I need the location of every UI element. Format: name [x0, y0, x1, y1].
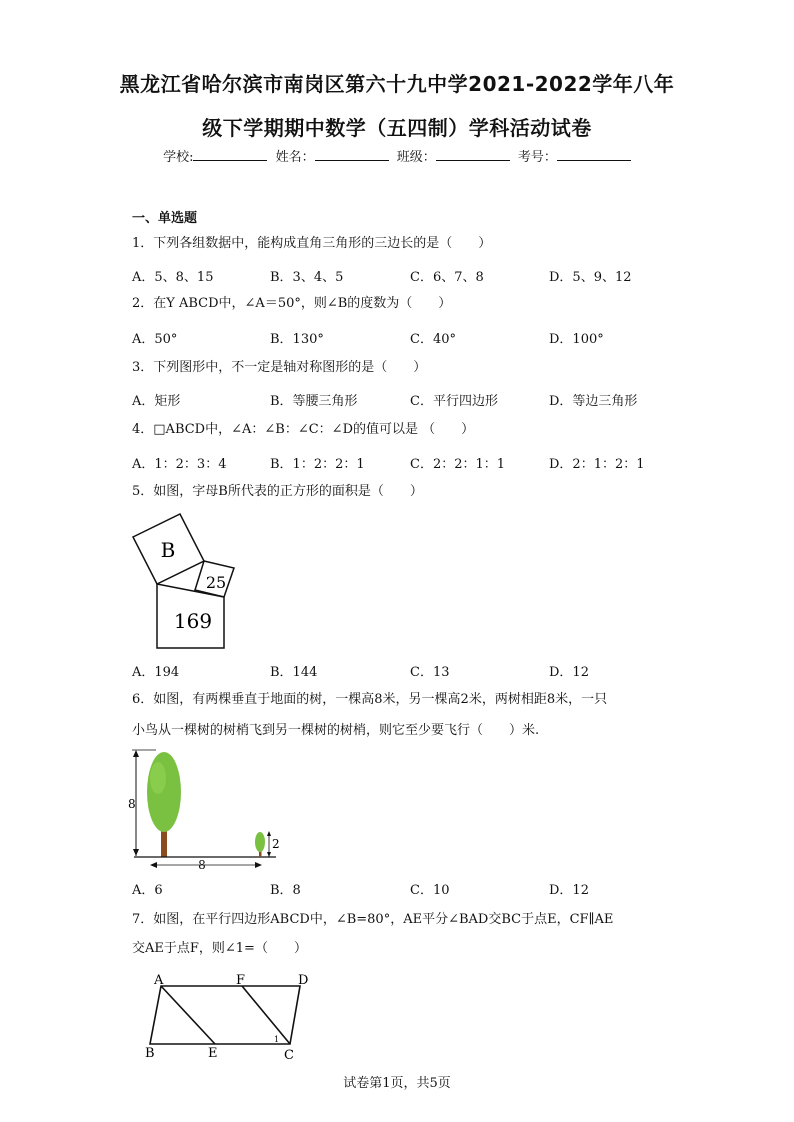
- q5-option-c: C．13: [410, 665, 450, 680]
- question-7-figure-parallelogram: [140, 970, 320, 1062]
- height-8-label: 8: [128, 797, 136, 811]
- q4-option-d: D．2：1：2：1: [549, 457, 645, 472]
- q2-option-b: B．130°: [270, 332, 324, 347]
- q3-option-d: D．等边三角形: [549, 394, 638, 409]
- point-b-label: B: [145, 1046, 155, 1061]
- page-footer: 试卷第1页，共5页: [343, 1076, 451, 1091]
- q3-option-b: B．等腰三角形: [270, 394, 358, 409]
- q1-option-b: B．3、4、5: [270, 270, 344, 285]
- q5-option-a: A．194: [132, 665, 180, 680]
- q2-option-a: A．50°: [132, 332, 178, 347]
- name-blank: [315, 148, 389, 161]
- exam-number-blank: [557, 148, 631, 161]
- height-2-label: 2: [272, 837, 280, 851]
- section-title: 一、单选题: [132, 211, 198, 226]
- q1-option-c: C．6、7、8: [410, 270, 484, 285]
- label-b: B: [160, 538, 176, 562]
- point-a-label: A: [154, 973, 164, 988]
- segment-cf: [242, 986, 290, 1044]
- angle-1-label: 1: [274, 1035, 280, 1044]
- q6-option-b: B．8: [270, 883, 301, 898]
- distance-8-arrow-right: [255, 862, 262, 868]
- distance-8-label: 8: [198, 858, 206, 872]
- q1-option-d: D．5、9、12: [549, 270, 632, 285]
- q4-option-c: C．2：2：1：1: [410, 457, 506, 472]
- point-d-label: D: [298, 973, 309, 988]
- label-169: 169: [173, 609, 213, 633]
- point-f-label: F: [236, 973, 246, 988]
- q6-option-d: D．12: [549, 883, 589, 898]
- name-label: 姓名：: [275, 150, 315, 165]
- question-2-text: 2．在Y ABCD中，∠A＝50°，则∠B的度数为（ ）: [132, 296, 452, 311]
- exam-title-line2: 级下学期期中数学（五四制）学科活动试卷: [202, 116, 592, 140]
- school-label: 学校:: [163, 150, 194, 165]
- point-e-label: E: [208, 1046, 218, 1061]
- height-8-arrow-bottom: [133, 849, 139, 856]
- q1-option-a: A．5、8、15: [132, 270, 214, 285]
- tall-tree-highlight: [150, 762, 166, 794]
- exam-title-line1: 黑龙江省哈尔滨市南岗区第六十九中学2021-2022学年八年: [119, 72, 675, 96]
- question-3-options: [132, 390, 672, 410]
- question-5-figure-squares: [128, 510, 268, 655]
- q2-option-c: C．40°: [410, 332, 456, 347]
- question-1-options: [132, 266, 672, 286]
- q5-option-b: B．144: [270, 665, 318, 680]
- q2-option-d: D．100°: [549, 332, 604, 347]
- question-6-text-line2: 小鸟从一棵树的树梢飞到另一棵树的树梢，则它至少要飞行（ ）米.: [132, 723, 540, 738]
- question-2-options: [132, 328, 672, 348]
- question-4-text: 4．□ABCD中，∠A：∠B：∠C：∠D的值可以是 （ ）: [132, 422, 475, 437]
- q6-option-c: C．10: [410, 883, 450, 898]
- q3-option-a: A．矩形: [132, 394, 181, 409]
- question-6-figure-trees: [128, 748, 288, 873]
- question-6-text-line1: 6．如图，有两棵垂直于地面的树，一棵高8米，另一棵高2米，两树相距8米，一只: [132, 692, 608, 707]
- q4-option-a: A．1：2：3：4: [132, 457, 227, 472]
- question-4-options: [132, 453, 672, 473]
- distance-8-arrow-left: [150, 862, 157, 868]
- class-blank: [436, 148, 510, 161]
- question-5-options: [132, 661, 672, 681]
- q4-option-b: B．1：2：2：1: [270, 457, 365, 472]
- question-3-text: 3．下列图形中，不一定是轴对称图形的是（ ）: [132, 360, 427, 375]
- question-7-text-line2: 交AE于点F，则∠1=（ ）: [132, 941, 307, 956]
- q3-option-c: C．平行四边形: [410, 394, 498, 409]
- short-tree-crown: [255, 832, 265, 852]
- question-1-text: 1．下列各组数据中，能构成直角三角形的三边长的是（ ）: [132, 236, 492, 251]
- question-5-text: 5．如图，字母B所代表的正方形的面积是（ ）: [132, 484, 423, 499]
- question-6-options: [132, 879, 672, 899]
- height-2-arrow-bottom: [267, 852, 271, 857]
- tall-tree-crown: [147, 752, 181, 832]
- student-info-fields: [60, 146, 734, 165]
- segment-ae: [161, 986, 215, 1044]
- q6-option-a: A．6: [132, 883, 163, 898]
- exam-number-label: 考号：: [517, 150, 557, 165]
- q5-option-d: D．12: [549, 665, 589, 680]
- school-blank: [193, 148, 267, 161]
- point-c-label: C: [284, 1048, 294, 1062]
- height-2-arrow-top: [267, 831, 271, 836]
- height-8-arrow-top: [133, 750, 139, 757]
- question-7-text-line1: 7．如图，在平行四边形ABCD中，∠B=80°，AE平分∠BAD交BC于点E，CF∥AE: [132, 912, 614, 927]
- label-25: 25: [205, 573, 227, 592]
- class-label: 班级：: [396, 150, 436, 165]
